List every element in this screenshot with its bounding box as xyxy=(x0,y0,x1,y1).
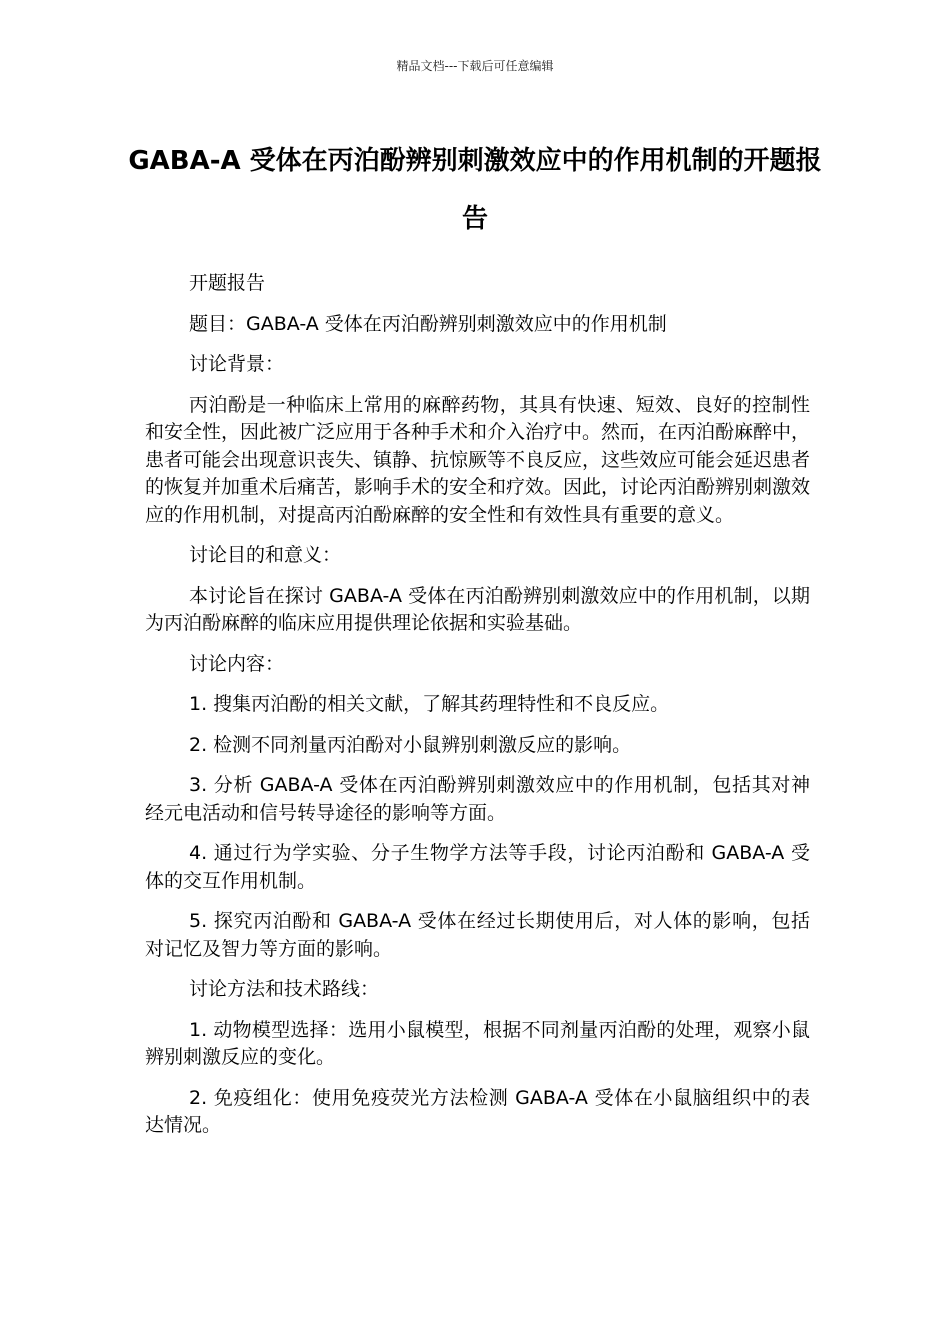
content-item-1: 1. 搜集丙泊酚的相关文献，了解其药理特性和不良反应。 xyxy=(189,693,670,715)
heading-content: 讨论内容： xyxy=(189,652,285,675)
method-item-1: 1. 动物模型选择：选用小鼠模型，根据不同剂量丙泊酚的处理，观察小鼠辨别刺激反应的变化。 xyxy=(145,1018,810,1068)
heading-background: 讨论背景： xyxy=(189,353,285,375)
paragraph-purpose: 本讨论旨在探讨 GABA-A 受体在丙泊酚辨别刺激效应中的作用机制，以期为丙泊酚麻醉的临床应用提供理论依据和实验基础。 xyxy=(145,584,810,634)
content-item-5: 5. 探究丙泊酚和 GABA-A 受体在经过长期使用后，对人体的影响，包括对记忆及智力等方面的影响。 xyxy=(145,910,810,960)
content-item-2: 2. 检测不同剂量丙泊酚对小鼠辨别刺激反应的影响。 xyxy=(189,733,632,756)
paragraph-topic: 题目：GABA-A 受体在丙泊酚辨别刺激效应中的作用机制 xyxy=(189,312,667,335)
paragraph-background: 丙泊酚是一种临床上常用的麻醉药物，其具有快速、短效、良好的控制性和安全性，因此被广泛应用于各种手术和介入治疗中。然而，在丙泊酚麻醉中，患者可能会出现意识丧失、镇静、抗惊厥等不良反应，这些效应可能会延迟患者的恢复并加重术后痛苦，影响手术的安全和疗效。因此，讨论丙泊酚辨别刺激效应的作用机制，对提高丙泊酚麻醉的安全性和有效性具有重要的意义。 xyxy=(145,393,811,526)
document-title: GABA-A 受体在丙泊酚辨别刺激效应中的作用机制的开题报告 xyxy=(128,146,822,234)
paragraph-report-label: 开题报告 xyxy=(189,272,266,294)
content-item-3: 3. 分析 GABA-A 受体在丙泊酚辨别刺激效应中的作用机制，包括其对神经元电活动和信号转导途径的影响等方面。 xyxy=(145,774,810,824)
document-body xyxy=(145,270,810,1153)
page-header: 精品文档---下载后可任意编辑 xyxy=(396,59,554,73)
heading-purpose: 讨论目的和意义： xyxy=(189,544,342,566)
content-item-4: 4. 通过行为学实验、分子生物学方法等手段，讨论丙泊酚和 GABA-A 受体的交互作用机制。 xyxy=(145,842,810,892)
heading-methods: 讨论方法和技术路线： xyxy=(189,978,380,1000)
method-item-2: 2. 免疫组化：使用免疫荧光方法检测 GABA-A 受体在小鼠脑组织中的表达情况。 xyxy=(145,1086,810,1136)
